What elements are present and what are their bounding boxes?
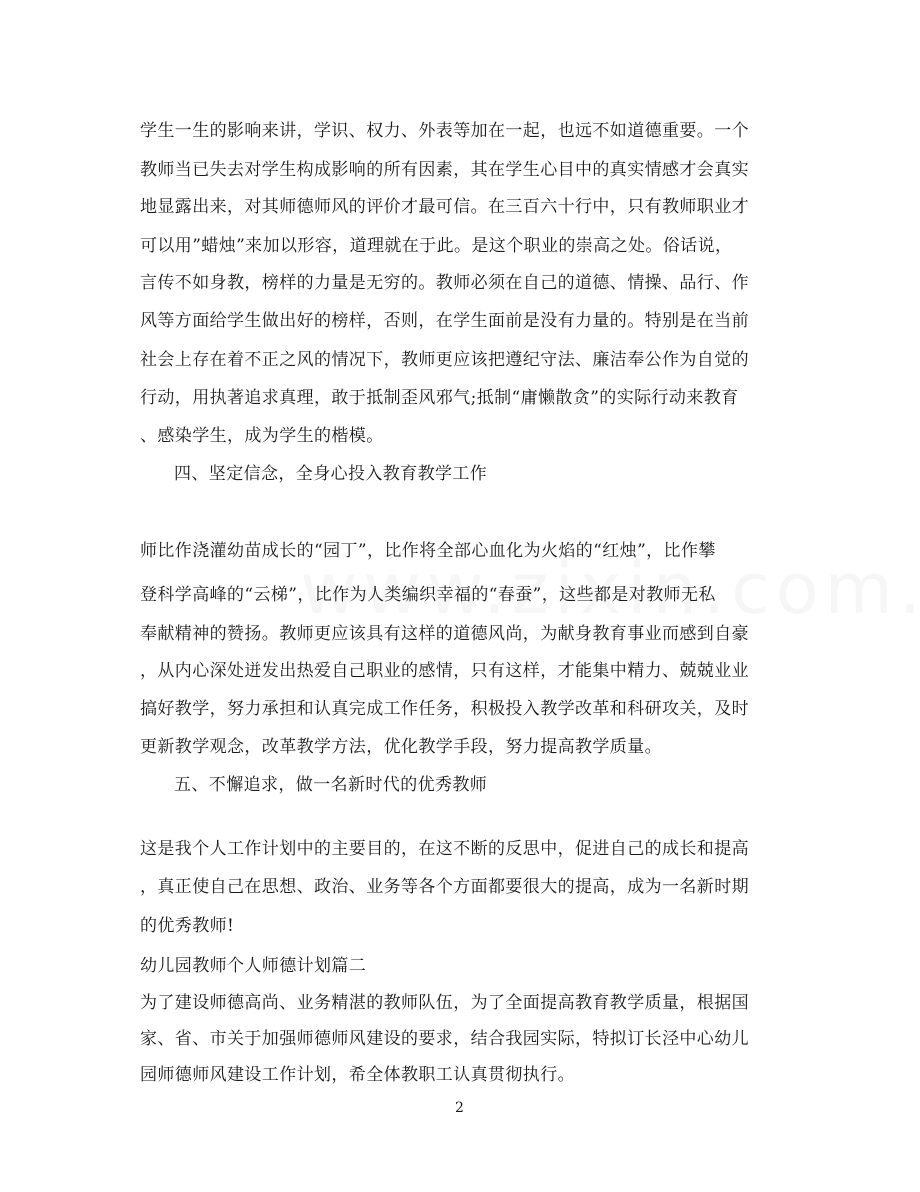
text-line: 行动，用执著追求真理，敢于抵制歪风邪气;抵制“庸懒散贪”的实际行动来教育 <box>140 388 739 408</box>
text-line: 家、省、市关于加强师德师风建设的要求，结合我园实际，特拟订长泾中心幼儿 <box>140 1029 749 1049</box>
section-heading-4: 四、坚定信念，全身心投入教育教学工作 <box>174 464 488 484</box>
text-line: ，从内心深处迸发出热爱自己职业的感情，只有这样，才能集中精力、兢兢业业 <box>140 661 749 681</box>
text-line: 、感染学生，成为学生的楷模。 <box>140 426 384 446</box>
text-line: 奉献精神的赞扬。教师更应该具有这样的道德风尚，为献身教育事业而感到自豪 <box>140 624 749 644</box>
text-line: 登科学高峰的“云梯”，比作为人类编织幸福的“春蚕”，这些都是对教师无私 <box>140 585 716 605</box>
text-line: 师比作浇灌幼苗成长的“园丁”，比作将全部心血化为火焰的“红烛”，比作攀 <box>140 541 716 561</box>
text-line: 为了建设师德高尚、业务精湛的教师队伍，为了全面提高教育教学质量，根据国 <box>140 993 749 1013</box>
page-number: 2 <box>455 1100 464 1116</box>
text-line: 社会上存在着不正之风的情况下，教师更应该把遵纪守法、廉洁奉公作为自觉的 <box>140 350 749 370</box>
text-line: 搞好教学，努力承担和认真完成工作任务，积极投入教学改革和科研攻关，及时 <box>140 699 749 719</box>
text-line: 的优秀教师! <box>140 916 235 936</box>
text-line: 更新教学观念，改革教学方法，优化教学手段，努力提高教学质量。 <box>140 737 662 757</box>
text-line: ，真正使自己在思想、政治、业务等各个方面都要很大的提高，成为一名新时期 <box>140 877 749 897</box>
text-line: 风等方面给学生做出好的榜样，否则，在学生面前是没有力量的。特别是在当前 <box>140 311 749 331</box>
text-line: 学生一生的影响来讲，学识、权力、外表等加在一起，也远不如道德重要。一个 <box>140 121 749 141</box>
text-line: 教师当已失去对学生构成影响的所有因素，其在学生心目中的真实情感才会真实 <box>140 160 749 180</box>
text-line: 园师德师风建设工作计划，希全体教职工认真贯彻执行。 <box>140 1065 575 1085</box>
section-title: 幼儿园教师个人师德计划篇二 <box>140 956 367 976</box>
text-line: 可以用”蜡烛”来加以形容，道理就在于此。是这个职业的崇高之处。俗话说， <box>140 236 733 256</box>
text-line: 言传不如身教，榜样的力量是无穷的。教师必须在自己的道德、情操、品行、作 <box>140 273 749 293</box>
text-line: 地显露出来，对其师德师风的评价才最可信。在三百六十行中，只有教师职业才 <box>140 197 749 217</box>
text-line: 这是我个人工作计划中的主要目的，在这不断的反思中，促进自己的成长和提高 <box>140 839 749 859</box>
section-heading-5: 五、不懈追求，做一名新时代的优秀教师 <box>174 775 488 795</box>
